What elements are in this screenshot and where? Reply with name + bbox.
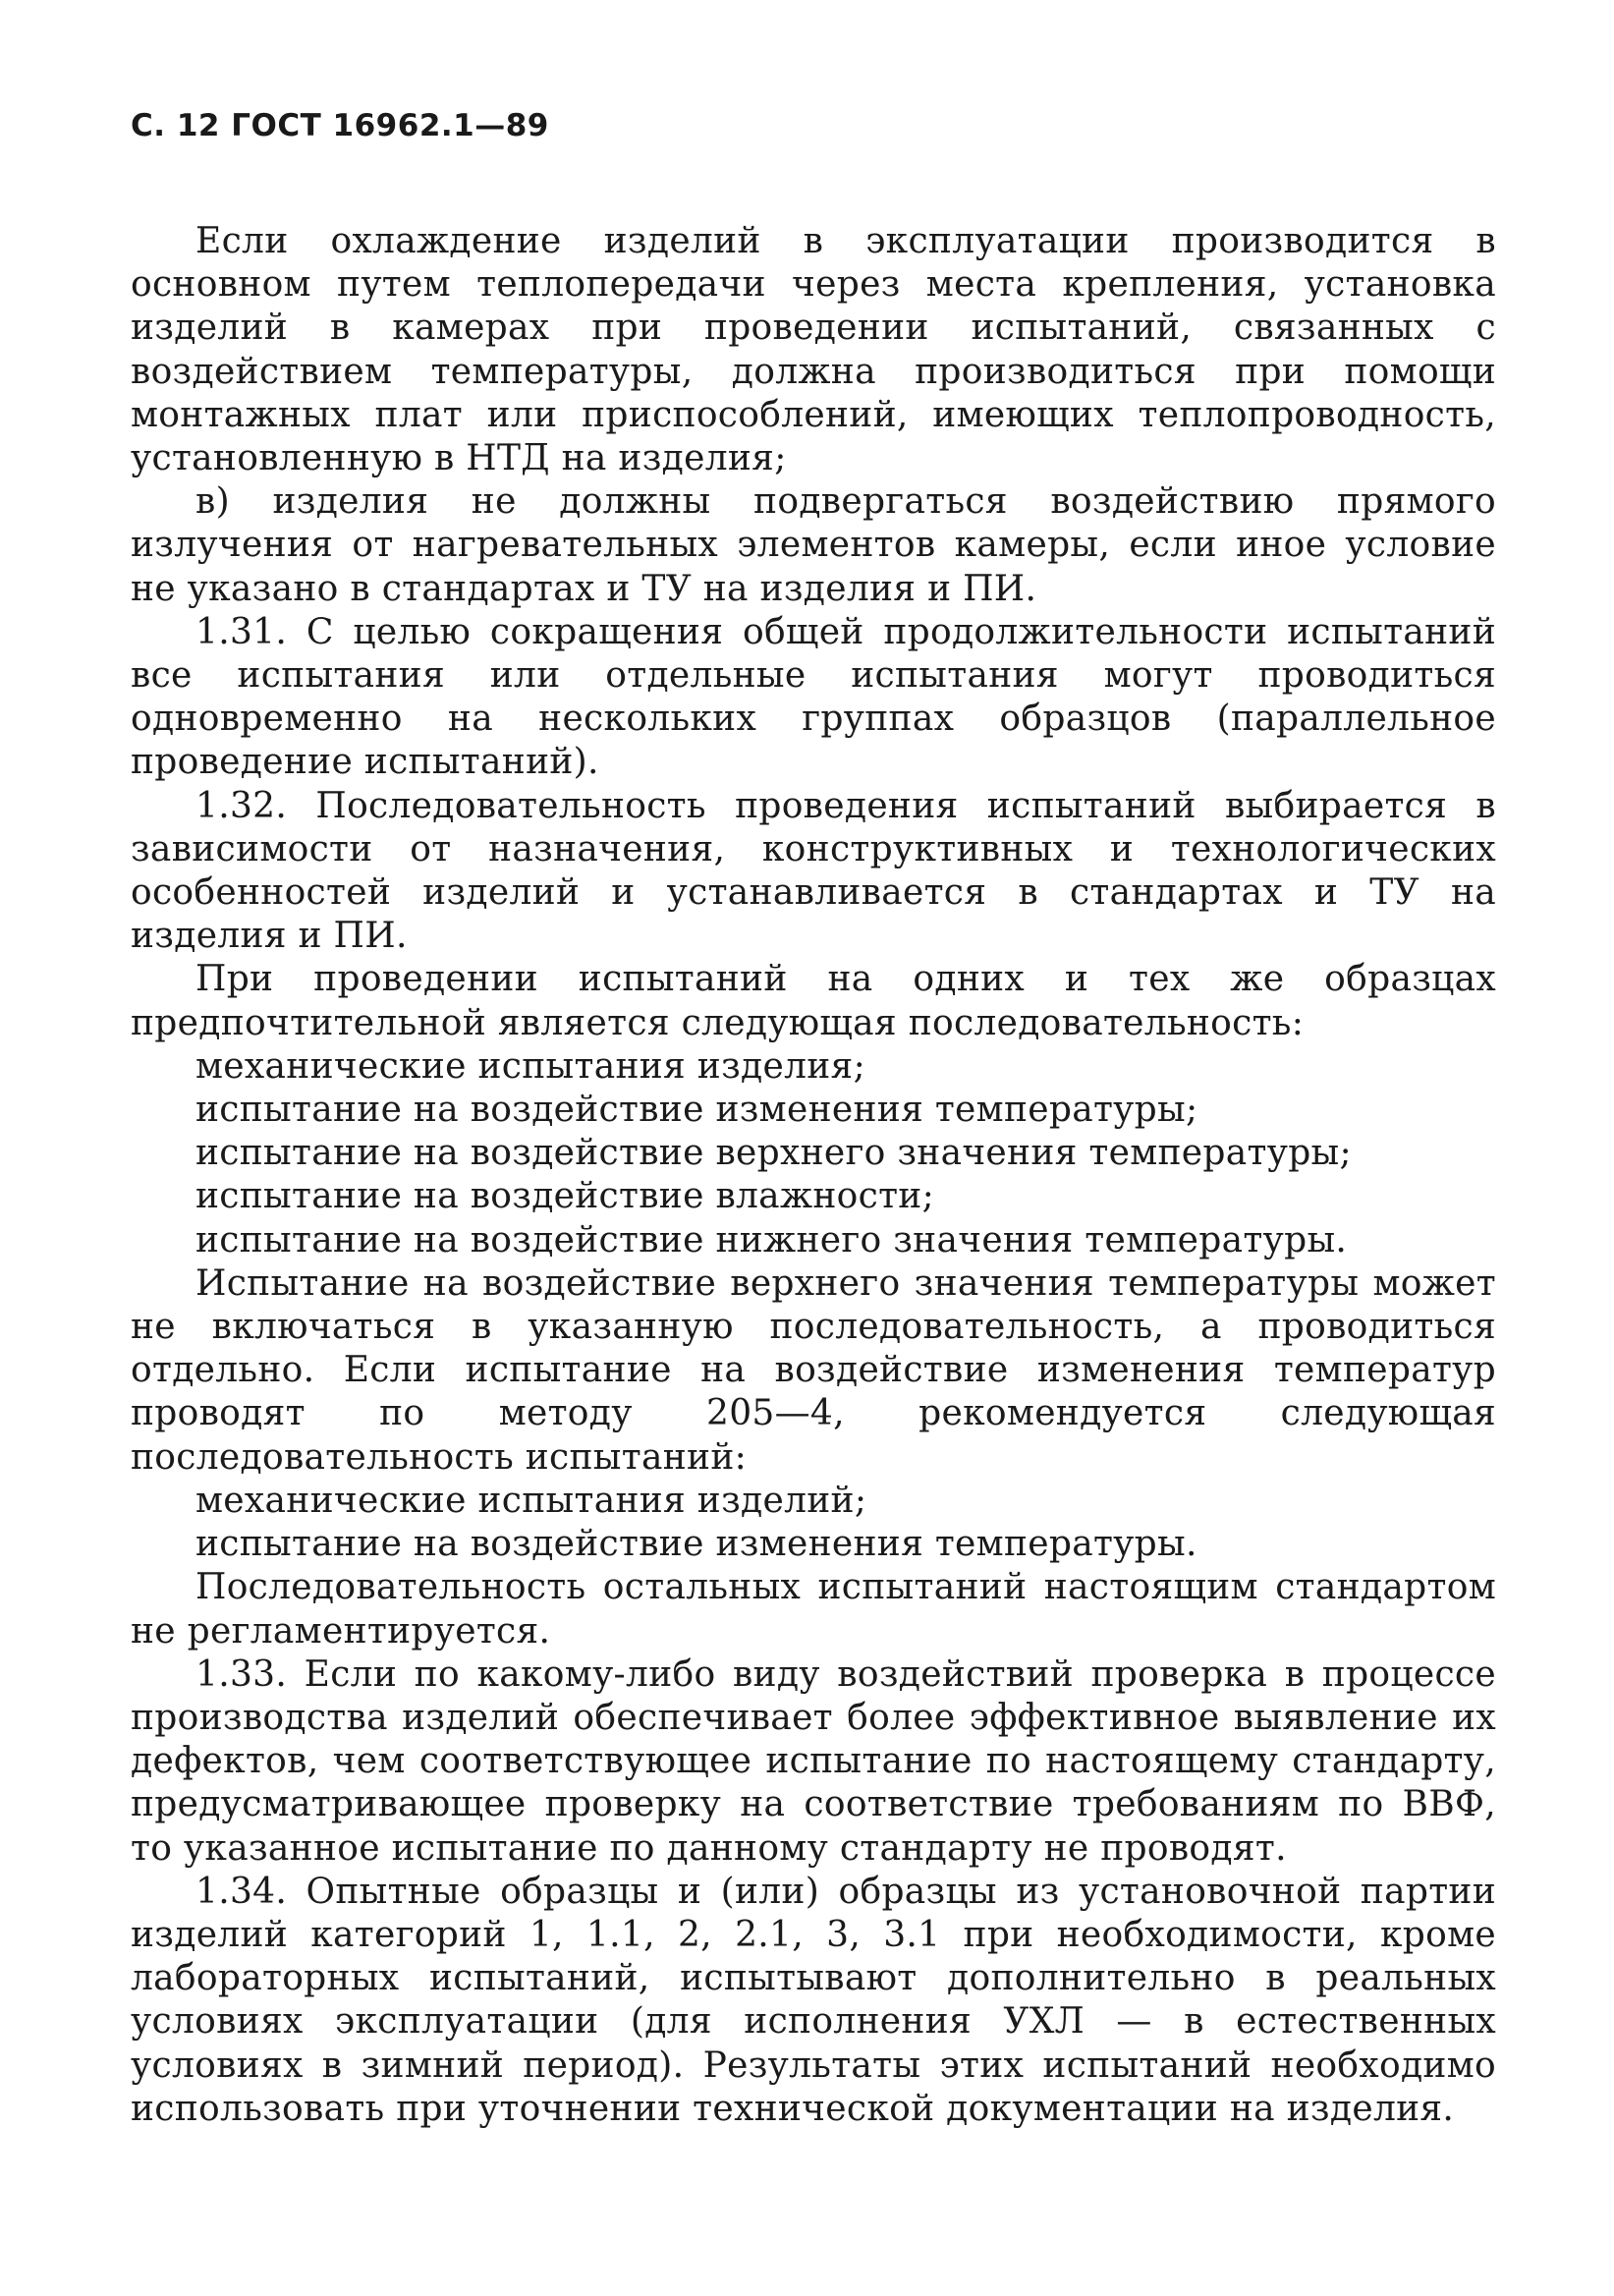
paragraph-cooling-mounting: Если охлаждение изделий в эксплуатации производится в основном путем теплопередачи через места крепления, установка изделий в камерах при проведении испытаний, связанных с воздействием температуры, должна производиться при помощи монтажных плат или приспособлений, имеющих теплопроводность, установленную в НТД на изделия; [131, 221, 1496, 479]
paragraph-other-tests-not-regulated: Последовательность остальных испытаний настоящим стандартом не регламентируется. [131, 1567, 1496, 1652]
paragraph-item-v-radiation: в) изделия не должны подвергаться воздействию прямого излучения от нагревательных элементов камеры, если иное условие не указано в стандартах и ТУ на изделия и ПИ. [131, 481, 1496, 609]
sequence-1-item: испытание на воздействие верхнего значения температуры; [195, 1133, 1352, 1174]
sequence-2-item: механические испытания изделий; [195, 1480, 867, 1521]
paragraph-upper-temp-note: Испытание на воздействие верхнего значения температуры может не включаться в указанную последовательность, а проводиться отдельно. Если испытание на воздействие изменения температур проводят по методу 205—4, рекомендуется следующая последовательность испытаний: [131, 1262, 1496, 1478]
paragraph-1-33: 1.33. Если по какому-либо виду воздействий проверка в процессе производства изделий обеспечивает более эффективное выявление их дефектов, чем соответствующее испытание по настоящему стандарту, предусматривающее проверку на соответствие требованиям по ВВФ, то указанное испытание по данному стандарту не проводят. [131, 1653, 1496, 1869]
sequence-1-item: механические испытания изделия; [195, 1045, 865, 1087]
paragraph-1-34: 1.34. Опытные образцы и (или) образцы из установочной партии изделий категорий 1, 1.1, 2, 2.1, 3, 3.1 при необходимости, кроме лабораторных испытаний, испытывают дополнительно в реальных условиях эксплуатации (для исполнения УХЛ — в естественных условиях в зимний период). Результаты этих испытаний необходимо использовать при уточнении технической документации на изделия. [131, 1871, 1496, 2129]
sequence-2-item: испытание на воздействие изменения температуры. [195, 1524, 1197, 1565]
paragraph-1-32: 1.32. Последовательность проведения испытаний выбирается в зависимости от назначения, конструктивных и технологических особенностей изделий и устанавливается в стандартах и ТУ на изделия и ПИ. [131, 785, 1496, 957]
sequence-1-item: испытание на воздействие влажности; [195, 1176, 935, 1217]
page-header: С. 12 ГОСТ 16962.1—89 [131, 108, 549, 143]
sequence-1-item: испытание на воздействие изменения температуры; [195, 1090, 1198, 1131]
paragraph-preferred-sequence-intro: При проведении испытаний на одних и тех же образцах предпочтительной является следующая последовательность: [131, 959, 1496, 1043]
document-body [131, 220, 1496, 2131]
sequence-1-item: испытание на воздействие нижнего значения температуры. [195, 1219, 1348, 1260]
paragraph-1-31: 1.31. С целью сокращения общей продолжительности испытаний все испытания или отдельные испытания могут проводиться одновременно на нескольких группах образцов (параллельное проведение испытаний). [131, 611, 1496, 783]
